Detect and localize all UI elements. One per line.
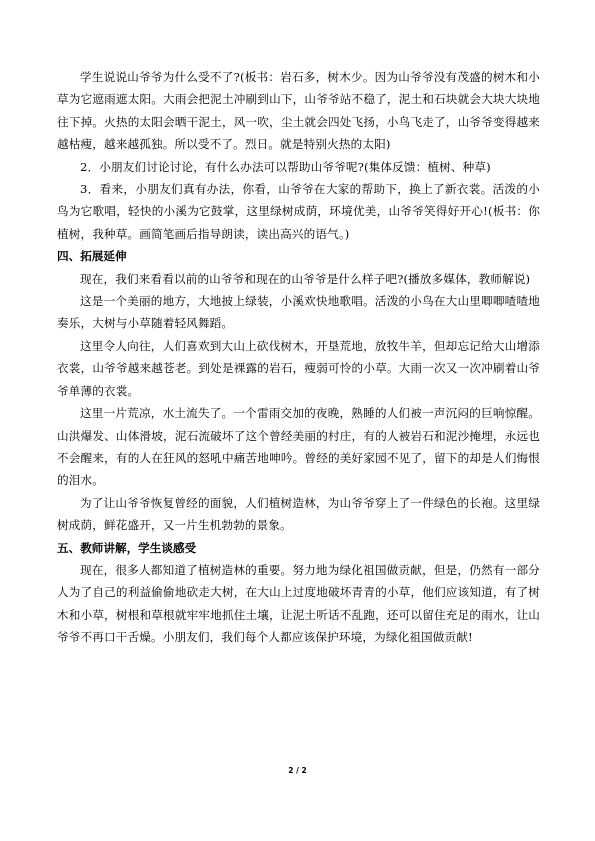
paragraph-multimedia-intro: 现在，我们来看看以前的山爷爷和现在的山爷爷是什么样子吧?(播放多媒体，教师解说)	[80, 271, 531, 286]
paragraph-conclusion: 现在，很多人都知道了植树造林的重要。努力地为绿化祖国做贡献，但是，仍然有一部分人为了自己的利益偷偷地砍走大树，在大山上过度地破坏青青的小草，他们应该知道，有了树木和小草，树根和草根就牢牢地抓住土壤，让泥土听话不乱跑，还可以留住充足的雨水，让山爷爷不再口干舌燥。小朋友们，我们每个人都应该保护环境，为绿化祖国做贡献!	[57, 562, 540, 645]
paragraph-new-clothes: 3．看来，小朋友们真有办法，你看，山爷爷在大家的帮助下，换上了新衣裳。活泼的小鸟为它歌唱，轻快的小溪为它鼓掌，这里绿树成荫，环境优美，山爷爷笑得好开心!(板书：你植树，我种草。画简笔画后指导朗读，读出高兴的语气。)	[57, 182, 540, 241]
paragraph-reasons: 学生说说山爷爷为什么受不了?(板书：岩石多，树木少。因为山爷爷没有茂盛的树木和小草为它遮雨遮太阳。大雨会把泥土冲刷到山下，山爷爷站不稳了，泥土和石块就会大块大块地往下掉。火热的太阳会晒干泥土，风一吹，尘土就会四处飞扬，小鸟飞走了，山爷爷变得越来越枯瘦，越来越孤独。所以受不了。烈日。就是特别火热的太阳)	[57, 70, 540, 152]
paragraph-discussion: 2．小朋友们讨论讨论，有什么办法可以帮助山爷爷呢?(集体反馈：植树、种草)	[80, 159, 491, 174]
paragraph-restoration: 为了让山爷爷恢复曾经的面貌，人们植树造林，为山爷爷穿上了一件绿色的长袍。这里绿树成荫，鲜花盛开，又一片生机勃勃的景象。	[57, 495, 540, 533]
paragraph-disaster: 这里一片荒凉，水土流失了。一个雷雨交加的夜晚，熟睡的人们被一声沉闷的巨响惊醒。山洪爆发、山体滑坡，泥石流破坏了这个曾经美丽的村庄，有的人被岩石和泥沙掩埋，永远也不会醒来，有的人在狂风的怒吼中痛苦地呻吟。曾经的美好家园不见了，留下的却是人们悔恨的泪水。	[57, 406, 540, 488]
section-heading-teacher-explanation: 五、教师讲解，学生谈感受	[57, 540, 197, 555]
document-body	[57, 66, 540, 649]
page-number: 2 / 2	[288, 766, 307, 775]
paragraph-beautiful-place: 这是一个美丽的地方，大地披上绿装，小溪欢快地歌唱。活泼的小鸟在大山里唧唧喳喳地奏乐，大树与小草随着轻风舞蹈。	[57, 294, 540, 331]
paragraph-deforestation: 这里令人向往，人们喜欢到大山上砍伐树木，开垦荒地，放牧牛羊，但却忘记给大山增添衣裳，山爷爷越来越苍老。到处是裸露的岩石，瘦弱可怜的小草。大雨一次又一次冲刷着山爷爷单薄的衣裳。	[57, 338, 540, 398]
section-heading-extension: 四、拓展延伸	[57, 249, 127, 264]
